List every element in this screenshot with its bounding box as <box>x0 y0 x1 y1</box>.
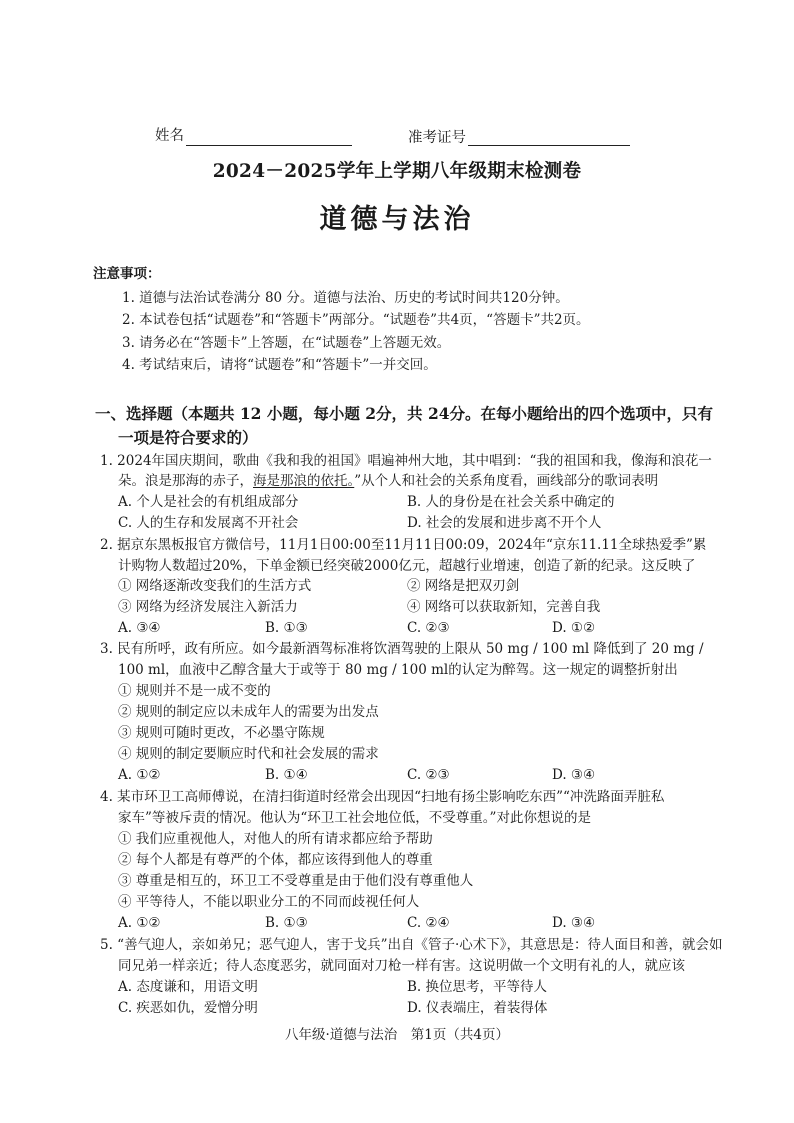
q4-statement-3: ③ 尊重是相互的，环卫工不受尊重是由于他们没有尊重他人 <box>118 873 474 889</box>
q3-statement-1: ① 规则并不是一成不变的 <box>118 683 271 699</box>
q3-option-c: C. ②③ <box>407 767 450 783</box>
question-5-text-cont: 同兄弟一样亲近；待人态度恶劣，就同面对刀枪一样有害。这说明做一个文明有礼的人，就应该 <box>118 958 685 974</box>
question-3-text-cont: 100 ml，血液中乙醇含量大于或等于 80 mg / 100 ml的认定为醉驾。这一规定的调整折射出 <box>118 662 678 678</box>
q2-option-b: B. ①③ <box>265 620 308 636</box>
note-item: 3. 请务必在“答题卡”上答题，在“试题卷”上答题无效。 <box>122 335 451 351</box>
q3-statement-3: ③ 规则可随时更改，不必墨守陈规 <box>118 725 325 741</box>
q1-option-a: A. 个人是社会的有机组成部分 <box>118 494 299 510</box>
question-2-text-cont: 计购物人数超过20%，下单金额已经突破2000亿元，超越行业增速，创造了新的纪录。这反映了 <box>118 558 696 574</box>
q3-option-a: A. ①② <box>118 767 161 783</box>
q1-text-a: 朵。浪是那海的赤子， <box>118 473 253 489</box>
q4-option-a: A. ①② <box>118 915 161 931</box>
q2-statement-4: ④ 网络可以获取新知，完善自我 <box>407 599 601 615</box>
name-field[interactable] <box>186 145 352 146</box>
exam-id-label: 准考证号 <box>408 130 466 146</box>
question-4-text-cont: 家车”等被斥责的情况。他认为“环卫工社会地位低，不受尊重。”对此你想说的是 <box>118 810 591 826</box>
q4-statement-2: ② 每个人都是有尊严的个体，都应该得到他人的尊重 <box>118 852 433 868</box>
q3-statement-2: ② 规则的制定应以未成年人的需要为出发点 <box>118 704 379 720</box>
q5-option-a: A. 态度谦和，用语文明 <box>118 979 258 995</box>
q1-text-b: ”从个人和社会的关系角度看，画线部分的歌词表明 <box>354 473 659 489</box>
question-2-text: 2. 据京东黑板报官方微信号，11月1日00:00至11月11日00:09，2024年“京东11.11全球热爱季”累 <box>100 537 707 553</box>
q1-underlined-lyric: 海是那浪的依托。 <box>253 473 355 489</box>
q4-option-b: B. ①③ <box>265 915 308 931</box>
exam-title: 2024－2025学年上学期八年级期末检测卷 <box>212 161 582 182</box>
q4-statement-4: ④ 平等待人，不能以职业分工的不同而歧视任何人 <box>118 894 420 910</box>
q2-option-c: C. ②③ <box>407 620 450 636</box>
question-1-text: 1. 2024年国庆期间，歌曲《我和我的祖国》唱遍神州大地，其中唱到：“我的祖国和我，像海和浪花一 <box>100 453 712 469</box>
question-1-text-cont <box>118 473 658 490</box>
q2-option-d: D. ①② <box>552 620 596 636</box>
q5-option-b: B. 换位思考，平等待人 <box>407 979 548 995</box>
q2-statement-2: ② 网络是把双刃剑 <box>407 578 520 594</box>
q1-option-d: D. 社会的发展和进步离不开个人 <box>407 515 602 531</box>
exam-id-field[interactable] <box>468 145 630 146</box>
q4-statement-1: ① 我们应重视他人，对他人的所有请求都应给予帮助 <box>118 831 433 847</box>
question-4-text: 4. 某市环卫工高师傅说，在清扫街道时经常会出现因“扫地有扬尘影响吃东西”“冲洗路面弄脏私 <box>100 789 665 805</box>
question-3-text: 3. 民有所呼，政有所应。如今最新酒驾标准将饮酒驾驶的上限从 50 mg / 100 ml 降低到了 20 mg / <box>100 641 704 657</box>
note-item: 2. 本试卷包括“试题卷”和“答题卡”两部分。“试题卷”共4页，“答题卡”共2页。 <box>122 312 590 328</box>
name-label: 姓名 <box>155 128 184 144</box>
q1-option-b: B. 人的身份是在社会关系中确定的 <box>407 494 615 510</box>
q5-option-d: D. 仪表端庄，着装得体 <box>407 1000 548 1016</box>
q2-option-a: A. ③④ <box>118 620 161 636</box>
q3-option-b: B. ①④ <box>265 767 308 783</box>
q1-option-c: C. 人的生存和发展离不开社会 <box>118 515 299 531</box>
question-5-text: 5. “善气迎人，亲如弟兄；恶气迎人，害于戈兵”出自《管子·心术下》，其意思是：待人面目和善，就会如 <box>100 937 723 953</box>
note-item: 4. 考试结束后，请将“试题卷”和“答题卡”一并交回。 <box>122 357 437 373</box>
q2-statement-1: ① 网络逐渐改变我们的生活方式 <box>118 578 312 594</box>
q5-option-c: C. 疾恶如仇，爱憎分明 <box>118 1000 258 1016</box>
q4-option-c: C. ②④ <box>407 915 450 931</box>
q3-option-d: D. ③④ <box>552 767 596 783</box>
q4-option-d: D. ③④ <box>552 915 596 931</box>
section-heading-cont: 一项是符合要求的） <box>118 428 258 447</box>
section-heading: 一、选择题（本题共 12 小题，每小题 2分，共 24分。在每小题给出的四个选项中，只有 <box>95 404 714 423</box>
page-footer: 八年级·道德与法治 第1页（共4页） <box>285 1027 509 1043</box>
subject-title: 道德与法治 <box>319 204 475 235</box>
notes-heading: 注意事项： <box>93 266 161 282</box>
q2-statement-3: ③ 网络为经济发展注入新活力 <box>118 599 298 615</box>
q3-statement-4: ④ 规则的制定要顺应时代和社会发展的需求 <box>118 746 379 762</box>
note-item: 1. 道德与法治试卷满分 80 分。道德与法治、历史的考试时间共120分钟。 <box>122 290 569 306</box>
